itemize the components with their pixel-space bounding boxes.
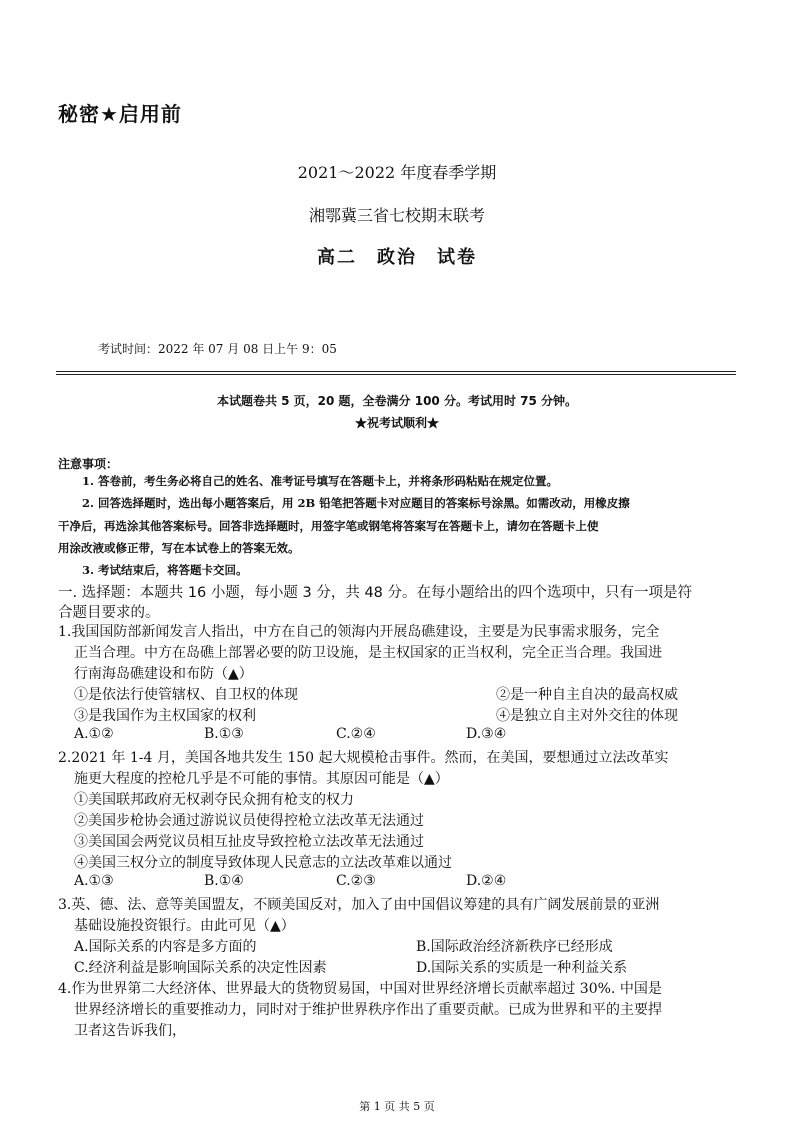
q2-choice-c: C.②③ [336, 873, 376, 889]
good-luck: ★祝考试顺利★ [354, 416, 439, 430]
q3-line1: 3.英、德、法、意等美国盟友，不顾美国反对，加入了由中国倡议筹建的具有广阔发展前景的亚洲 [58, 897, 660, 913]
note-3: 3. 考试结束后，将答题卡交回。 [82, 563, 248, 577]
divider-top [56, 371, 736, 372]
q2-choice-b: B.①④ [204, 873, 244, 889]
q1-choice-a: A.①② [74, 726, 114, 742]
section-title-a: 一. 选择题：本题共 16 小题，每小题 3 分，共 48 分。在每小题给出的四个选项中，只有一项是符 [58, 585, 692, 601]
q1-choice-b: B.①③ [204, 726, 244, 742]
q4-line1: 4.作为世界第二大经济体、世界最大的货物贸易国，中国对世界经济增长贡献率超过 30%. 中国是 [58, 981, 662, 997]
note-2c: 用涂改液或修正带，写在本试卷上的答案无效。 [58, 541, 300, 555]
q3-line2: 基础设施投资银行。由此可见（▲） [74, 918, 295, 934]
page-title [0, 243, 794, 269]
exam-info: 本试题卷共 5 页，20 题，全卷满分 100 分。考试用时 75 分钟。 [216, 394, 578, 408]
q3-choice-a: A.国际关系的内容是多方面的 [74, 939, 257, 955]
note-2a: 2. 回答选择题时，选出每小题答案后，用 2B 铅笔把答题卡对应题目的答案标号涂黑。如需改动，用橡皮擦 [82, 496, 630, 510]
q2-option-3: ③美国国会两党议员相互扯皮导致控枪立法改革无法通过 [74, 834, 424, 850]
q3-choice-c: C.经济利益是影响国际关系的决定性因素 [74, 960, 327, 976]
exam-name: 湘鄂冀三省七校期末联考 [308, 206, 485, 225]
page-footer: 第 1 页 共 5 页 [359, 1100, 435, 1113]
q1-line3: 行南海岛礁建设和布防（▲） [74, 666, 253, 682]
q1-option-3: ③是我国作为主权国家的权利 [74, 708, 256, 724]
q1-option-1: ①是依法行使管辖权、自卫权的体现 [74, 687, 298, 703]
notes-title: 注意事项： [58, 457, 119, 471]
q3-choice-b: B.国际政治经济新秩序已经形成 [416, 939, 613, 955]
q2-option-1: ①美国联邦政府无权剥夺民众拥有枪支的权力 [74, 792, 354, 808]
exam-time: 考试时间：2022 年 07 月 08 日上午 9：05 [98, 342, 337, 356]
q1-option-2: ②是一种自主自决的最高权威 [496, 687, 678, 703]
exam-term: 2021～2022 年度春季学期 [297, 163, 497, 182]
q1-line1: 1.我国国防部新闻发言人指出，中方在自己的领海内开展岛礁建设，主要是为民事需求服务，完全 [58, 624, 660, 640]
q1-choice-d: D.③④ [466, 726, 507, 742]
q3-choice-d: D.国际关系的实质是一种利益关系 [416, 960, 628, 976]
section-title-b: 合题目要求的。 [58, 605, 160, 621]
subject: 政治 [377, 247, 417, 268]
note-1: 1. 答卷前，考生务必将自己的姓名、准考证号填写在答题卡上，并将条形码粘贴在规定位置。 [82, 474, 559, 488]
note-2b: 干净后，再选涂其他答案标号。回答非选择题时，用签字笔或钢笔将答案写在答题卡上，请勿在答题卡上使 [58, 519, 599, 533]
q2-option-4: ④美国三权分立的制度导致体现人民意志的立法改革难以通过 [74, 855, 452, 871]
q2-line2: 施更大程度的控枪几乎是不可能的事情。其原因可能是（▲） [74, 771, 449, 787]
q2-line1: 2.2021 年 1-4 月，美国各地共发生 150 起大规模枪击事件。然而，在美国，要想通过立法改革实 [58, 750, 669, 766]
q4-line3: 卫者这告诉我们， [74, 1023, 186, 1039]
q1-option-4: ④是独立自主对外交往的体现 [496, 708, 678, 724]
q2-choice-d: D.②④ [466, 873, 507, 889]
divider-bottom [56, 374, 736, 375]
confidential-mark: 秘密★启用前 [58, 102, 182, 126]
q2-option-2: ②美国步枪协会通过游说议员使得控枪立法改革无法通过 [74, 813, 424, 829]
q1-choice-c: C.②④ [336, 726, 376, 742]
q4-line2: 世界经济增长的重要推动力，同时对于维护世界秩序作出了重要贡献。已成为世界和平的主要捍 [74, 1002, 662, 1018]
grade: 高二 [317, 247, 357, 268]
paper-type: 试卷 [437, 247, 477, 268]
q1-line2: 正当合理。中方在岛礁上部署必要的防卫设施，是主权国家的正当权利，完全正当合理。我国进 [74, 645, 662, 661]
q2-choice-a: A.①③ [74, 873, 114, 889]
